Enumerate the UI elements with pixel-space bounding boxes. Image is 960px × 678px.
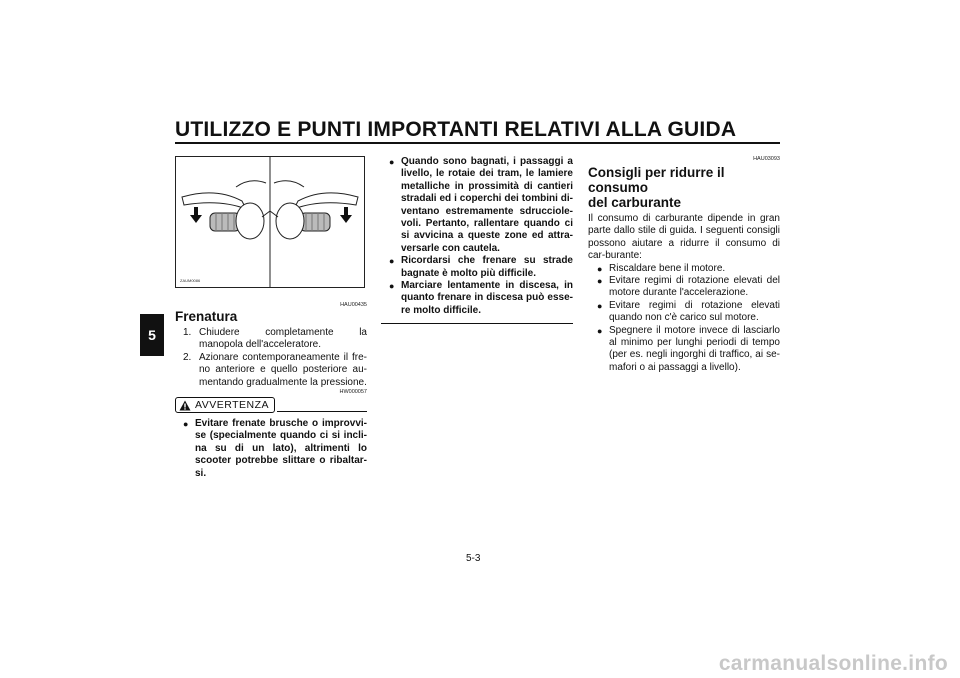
braking-steps [175, 327, 367, 389]
column-left [175, 156, 367, 480]
list-item: ● Evitare frenate brusche o improvvi-se (specialmente quando ci si incli-na su di un lato), altrimenti lo scooter potrebbe slittare o ribaltar-si. [183, 418, 367, 479]
warning-header [175, 397, 367, 413]
warning-list [175, 418, 367, 480]
bullet-icon: ● [597, 300, 603, 311]
warning-list-continued [381, 156, 573, 317]
page-title: UTILIZZO E PUNTI IMPORTANTI RELATIVI ALLA GUIDA [175, 118, 737, 141]
handlebar-drawing [176, 157, 364, 287]
title-rule [175, 142, 780, 144]
list-item: ● Ricordarsi che frenare su strade bagnate è molto più difficile. [389, 255, 573, 279]
section-ref-code: HAU00435 [340, 302, 367, 308]
warning-end-rule [381, 323, 573, 324]
warning-rule [277, 411, 367, 412]
list-item: ● Evitare regimi di rotazione elevati del motore durante l'accelerazione. [597, 275, 780, 299]
fuel-tips-list [588, 263, 780, 375]
column-middle [381, 156, 573, 324]
list-item: ● Quando sono bagnati, i passaggi a livello, le rotaie dei tram, le lamiere metalliche in prossimità di cantieri stradali ed i coperchi dei tombini di-ventano estremamente sdrucciole-voli. Pertanto, rallentare quando ci si avvicina a queste zone ed attra-versarle con cautela. [389, 156, 573, 254]
consumo-intro: Il consumo di carburante dipende in gran parte dallo stile di guida. I seguenti consigli possono aiutare a ridurre il consumo di car-burante: [588, 213, 780, 262]
list-item: ● Marciare lentamente in discesa, in quanto frenare in discesa può esse-re molto difficile. [389, 280, 573, 316]
bullet-icon: ● [183, 419, 189, 430]
list-item: 1. Chiudere completamente la manopola dell'acceleratore. [183, 327, 367, 351]
watermark: carmanualsonline.info [718, 652, 948, 675]
brake-lever-illustration [175, 156, 365, 288]
bullet-icon: ● [597, 263, 603, 274]
chapter-tab: 5 [140, 314, 164, 356]
list-item: 2. Azionare contemporaneamente il fre-no anteriore e quello posteriore au-mentando gradualmente la pressione. [183, 351, 367, 388]
list-item: ● Evitare regimi di rotazione elevati quando non c'è carico sul motore. [597, 299, 780, 324]
warning-label: AVVERTENZA [195, 399, 270, 412]
warning-ref-code: HW000057 [339, 389, 367, 396]
bullet-icon: ● [597, 276, 603, 287]
page-number: 5-3 [466, 553, 481, 564]
warning-triangle-icon [179, 400, 191, 411]
warning-badge [175, 397, 275, 413]
list-item: ● Riscaldare bene il motore. [597, 262, 726, 274]
bullet-icon: ● [389, 281, 395, 292]
list-item: ● Spegnere il motore invece di lasciarlo al minimo per lunghi periodi di tempo (per es. negli ingorghi di traffico, ai se-mafori o ai passaggi a livello). [597, 324, 780, 373]
section-heading-consumo: Consigli per ridurre il consumo del carburante [588, 165, 725, 210]
section-heading-frenatura: Frenatura [175, 309, 238, 324]
bullet-icon: ● [597, 325, 603, 336]
bullet-icon: ● [389, 157, 395, 167]
column-right [588, 156, 780, 374]
bullet-icon: ● [389, 256, 395, 267]
section-ref-code: HAU03093 [753, 156, 780, 162]
figure-code: ZAUM0086 [180, 278, 201, 283]
